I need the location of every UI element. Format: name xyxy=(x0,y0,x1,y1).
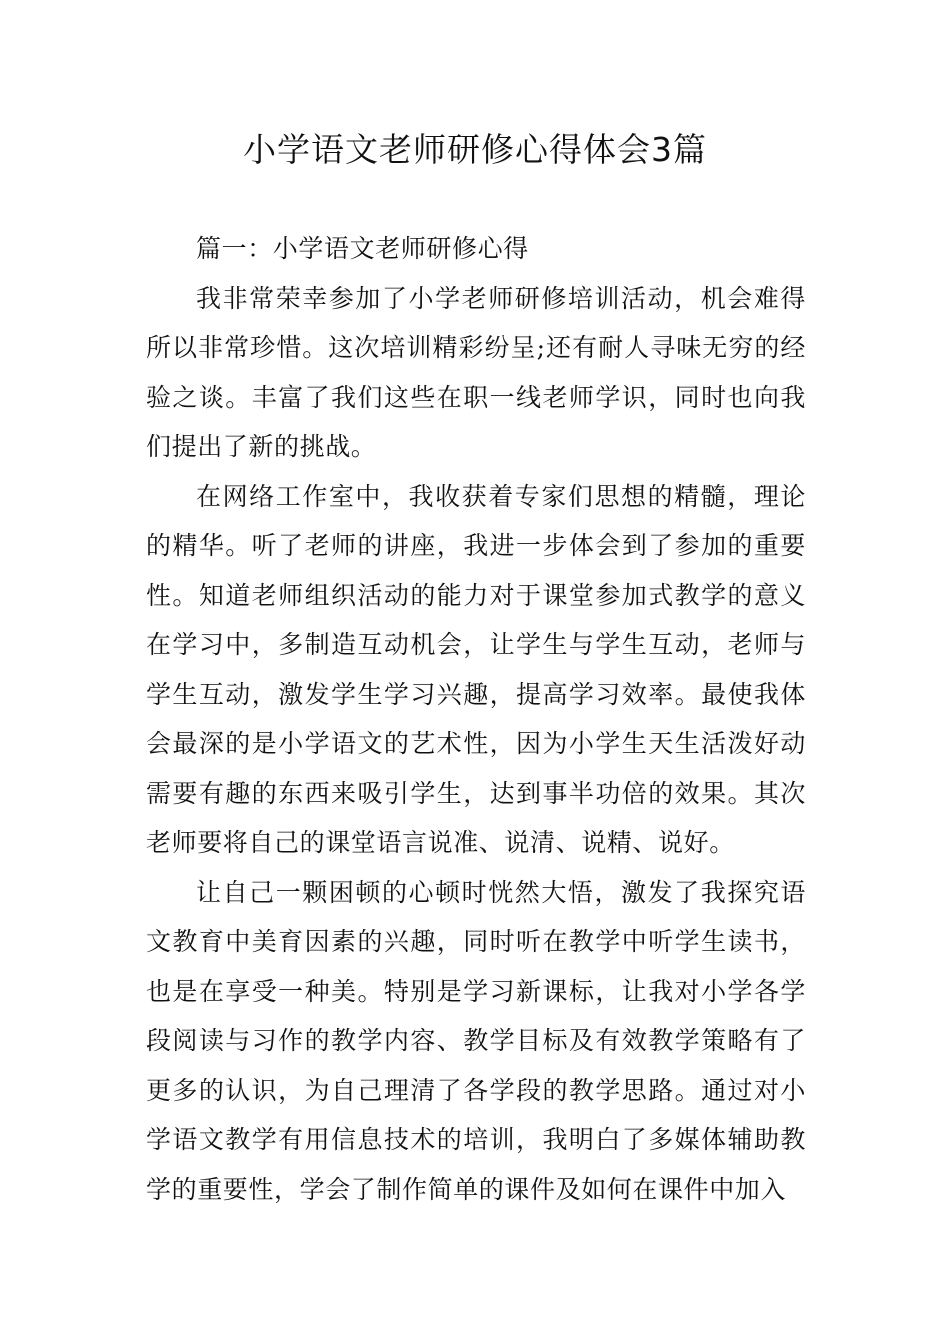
section-heading: 篇一：小学语文老师研修心得 xyxy=(196,234,529,263)
document-title: 小学语文老师研修心得体会3篇 xyxy=(243,130,707,169)
document-body xyxy=(146,224,806,1214)
paragraph-1: 我非常荣幸参加了小学老师研修培训活动，机会难得所以非常珍惜。这次培训精彩纷呈;还有耐人寻味无穷的经验之谈。丰富了我们这些在职一线老师学识，同时也向我们提出了新的挑战。 xyxy=(146,283,806,461)
paragraph-3: 让自己一颗困顿的心顿时恍然大悟，激发了我探究语文教育中美育因素的兴趣，同时听在教学中听学生读书，也是在享受一种美。特别是学习新课标，让我对小学各学段阅读与习作的教学内容、教学目标及有效教学策略有了更多的认识，为自己理清了各学段的教学思路。通过对小学语文教学有用信息技术的培训，我明白了多媒体辅助教学的重要性，学会了制作简单的课件及如何在课件中加入 xyxy=(146,877,806,1204)
paragraph-2: 在网络工作室中，我收获着专家们思想的精髓，理论的精华。听了老师的讲座，我进一步体会到了参加的重要性。知道老师组织活动的能力对于课堂参加式教学的意义在学习中，多制造互动机会，让学生与学生互动，老师与学生互动，激发学生学习兴趣，提高学习效率。最使我体会最深的是小学语文的艺术性，因为小学生天生活泼好动需要有趣的东西来吸引学生，达到事半功倍的效果。其次老师要将自己的课堂语言说准、说清、说精、说好。 xyxy=(146,481,806,857)
